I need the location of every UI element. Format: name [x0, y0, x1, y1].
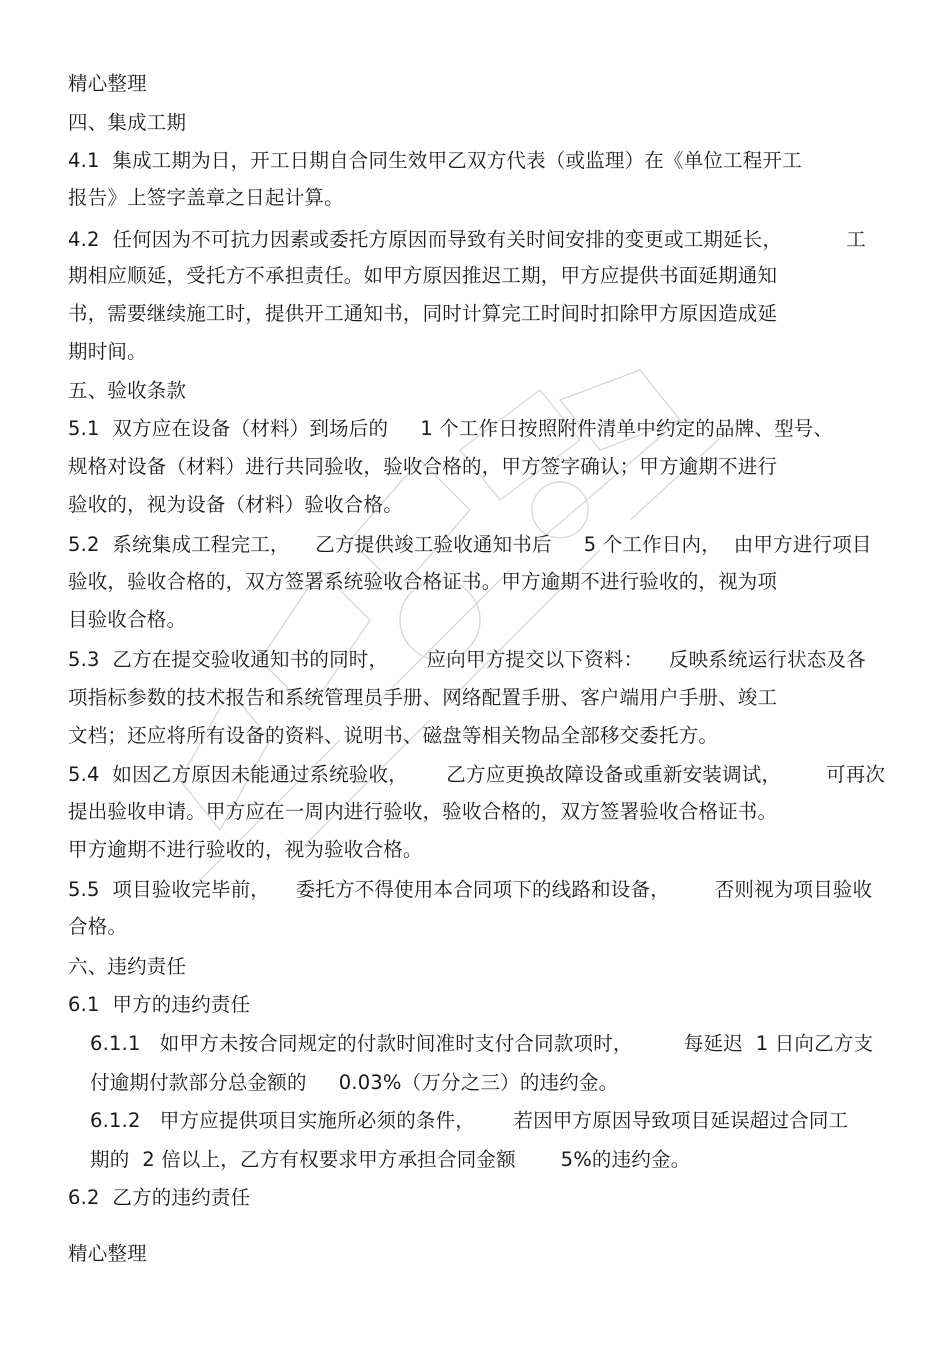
clause-line: 5.4 如因乙方原因未能通过系统验收， 乙方应更换故障设备或重新安装调试， 可再次 [68, 763, 886, 786]
section-heading: 四、集成工期 [68, 111, 187, 134]
clause-line: 甲方逾期不进行验收的，视为验收合格。 [68, 838, 423, 861]
clause-line: 5.1 双方应在设备（材料）到场后的 1 个工作日按照附件清单中约定的品牌、型号、 [68, 417, 834, 440]
clause-line: 报告》上签字盖章之日起计算。 [68, 186, 344, 209]
clause-line: 期时间。 [68, 340, 147, 363]
clause-line: 目验收合格。 [68, 608, 187, 631]
section-heading: 六、违约责任 [68, 955, 187, 978]
clause-line: 书，需要继续施工时，提供开工通知书，同时计算完工时间时扣除甲方原因造成延 [68, 302, 778, 325]
section-heading: 五、验收条款 [68, 379, 187, 402]
clause-line: 4.1 集成工期为日，开工日期自合同生效甲乙双方代表（或监理）在《单位工程开工 [68, 149, 802, 172]
clause-line: 提出验收申请。甲方应在一周内进行验收，验收合格的，双方签署验收合格证书。 [68, 800, 778, 823]
clause-line: 验收的，视为设备（材料）验收合格。 [68, 493, 403, 516]
watermark-seal [140, 360, 780, 920]
clause-line: 合格。 [68, 915, 128, 938]
clause-line: 5.3 乙方在提交验收通知书的同时， 应向甲方提交以下资料： 反映系统运行状态及各 [68, 648, 866, 671]
subsection-heading: 6.1 甲方的违约责任 [68, 993, 251, 1016]
clause-line: 6.1.1 如甲方未按合同规定的付款时间准时支付合同款项时， 每延迟 1 日向乙方支 [90, 1032, 874, 1055]
clause-line: 期的 2 倍以上，乙方有权要求甲方承担合同金额 5%的违约金。 [90, 1148, 691, 1171]
clause-line: 项指标参数的技术报告和系统管理员手册、网络配置手册、客户端用户手册、竣工 [68, 686, 778, 709]
page-header: 精心整理 [68, 72, 147, 95]
clause-line: 4.2 任何因为不可抗力因素或委托方原因而导致有关时间安排的变更或工期延长， 工 [68, 228, 866, 251]
clause-line: 6.1.2 甲方应提供项目实施所必须的条件， 若因甲方原因导致项目延误超过合同工 [90, 1109, 849, 1132]
clause-line: 5.5 项目验收完毕前， 委托方不得使用本合同项下的线路和设备， 否则视为项目验收 [68, 878, 873, 901]
clause-line: 验收，验收合格的，双方签署系统验收合格证书。甲方逾期不进行验收的，视为项 [68, 570, 778, 593]
subsection-heading: 6.2 乙方的违约责任 [68, 1186, 251, 1209]
clause-line: 文档；还应将所有设备的资料、说明书、磁盘等相关物品全部移交委托方。 [68, 724, 719, 747]
clause-line: 规格对设备（材料）进行共同验收，验收合格的，甲方签字确认；甲方逾期不进行 [68, 455, 778, 478]
page-footer: 精心整理 [68, 1242, 147, 1265]
clause-line: 付逾期付款部分总金额的 0.03%（万分之三）的违约金。 [90, 1071, 619, 1094]
clause-line: 5.2 系统集成工程完工， 乙方提供竣工验收通知书后 5 个工作日内， 由甲方进行项目 [68, 533, 872, 556]
clause-line: 期相应顺延，受托方不承担责任。如甲方原因推迟工期，甲方应提供书面延期通知 [68, 264, 778, 287]
